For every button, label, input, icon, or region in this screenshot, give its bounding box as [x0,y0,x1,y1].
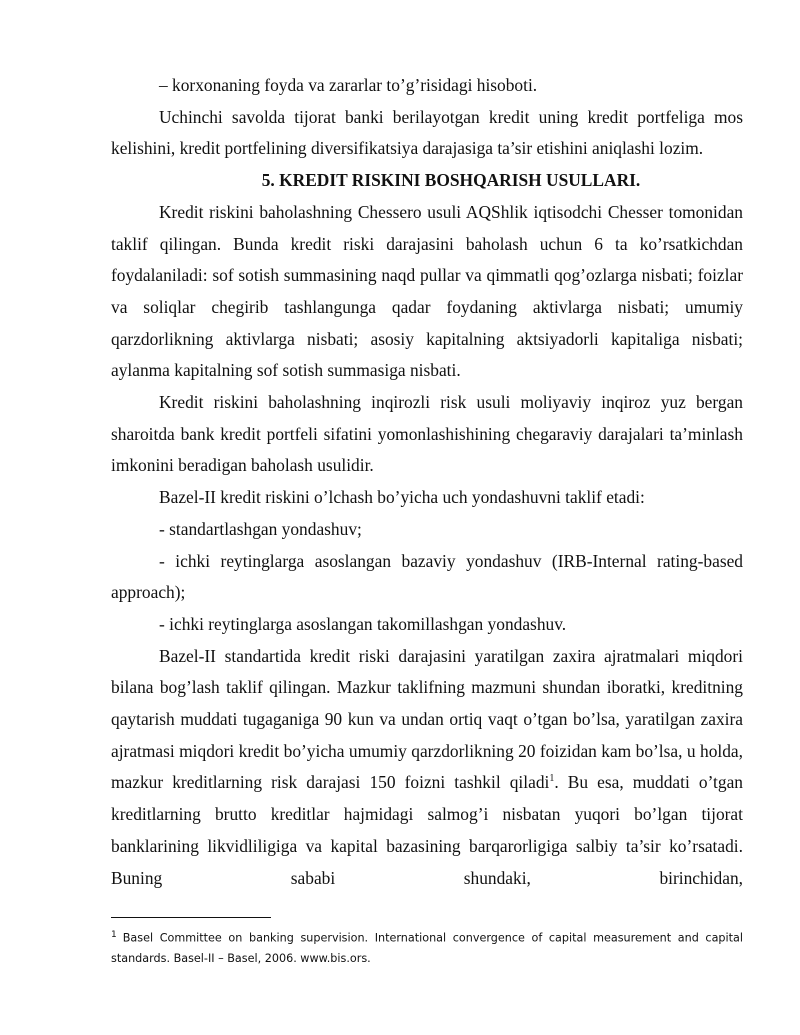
footnote-separator [111,917,271,918]
list-item-standardized: - standartlashgan yondashuv; [159,518,362,539]
paragraph-basel-standard-part2: . Bu esa, muddati o’tgan kreditlarning brutto kreditlar hajmidagi salmog’i nisbatan yuqori bo’lgan tijorat banklarining likvidliligiga va kapital bazasining barqarorligiga salbiy ta’sir ko’rsatadi. Buning sababi shundaki, birinchidan, [111,772,743,888]
paragraph-chesser-method: Kredit riskini baholashning Chessero usuli AQShlik iqtisodchi Chesser tomonidan taklif qilingan. Bunda kredit riski darajasini baholash uchun 6 ta ko’rsatkichdan foydalaniladi: sof sotish summasining naqd pullar va qimmatli qog’ozlarga nisbati; foizlar va soliqlar chegirib tashlangunga qadar foydaning aktivlarga nisbati; umumiy qarzdorlikning aktivlarga nisbati; asosiy kapitalning aktsiyadorli kapitaliga nisbati; aylanma kapitalning sof sotish summasiga nisbati. [111,201,743,381]
footnote-mark: 1 [111,930,117,940]
list-item-irb-foundation: - ichki reytinglarga asoslangan bazaviy yondashuv (IRB-Internal rating-based approach); [111,550,743,603]
body-text [111,70,743,894]
list-item-irb-advanced: - ichki reytinglarga asoslangan takomillashgan yondashuv. [159,613,567,634]
paragraph-crisis-risk-method: Kredit riskini baholashning inqirozli risk usuli moliyaviy inqiroz yuz bergan sharoitda bank kredit portfeli sifatini yomonlashishining chegaraviy darajalari ta’minlash imkonini beradigan baholash usulidir. [111,392,743,476]
paragraph-report-item: – korxonaning foyda va zararlar to’g’risidagi hisoboti. [159,75,538,95]
footnote-reference[interactable]: 1 [549,773,555,785]
footnote [111,925,743,969]
paragraph-third-question: Uchinchi savolda tijorat banki berilayotgan kredit uning kredit portfeliga mos kelishini, kredit portfelining diversifikatsiya darajasiga ta’sir etishini aniqlashi lozim. [111,106,743,159]
paragraph-basel-standard-part1: Bazel-II standartida kredit riski darajasini yaratilgan zaxira ajratmalari miqdori bilana bog’lash taklif qilingan. Mazkur taklifning mazmuni shundan iboratki, kreditning qaytarish muddati tugaganiga 90 kun va undan ortiq vaqt o’tgan bo’lsa, yaratilgan zaxira ajratmasi miqdori kredit bo’yicha umumiy qarzdorlikning 20 foizidan kam bo’lsa, u holda, mazkur kreditlarning risk darajasi 150 foizni tashkil qiladi [111,645,743,793]
section-heading: 5. KREDIT RISKINI BOSHQARISH USULLARI. [261,170,641,191]
footnote-text: Basel Committee on banking supervision. International convergence of capital measurement and capital standards. Basel-II – Basel, 2006. www.bis.ors. [111,931,743,965]
paragraph-basel-standard [111,641,743,895]
paragraph-basel-approaches: Bazel-II kredit riskini o’lchash bo’yicha uch yondashuvni taklif etadi: [159,487,645,508]
